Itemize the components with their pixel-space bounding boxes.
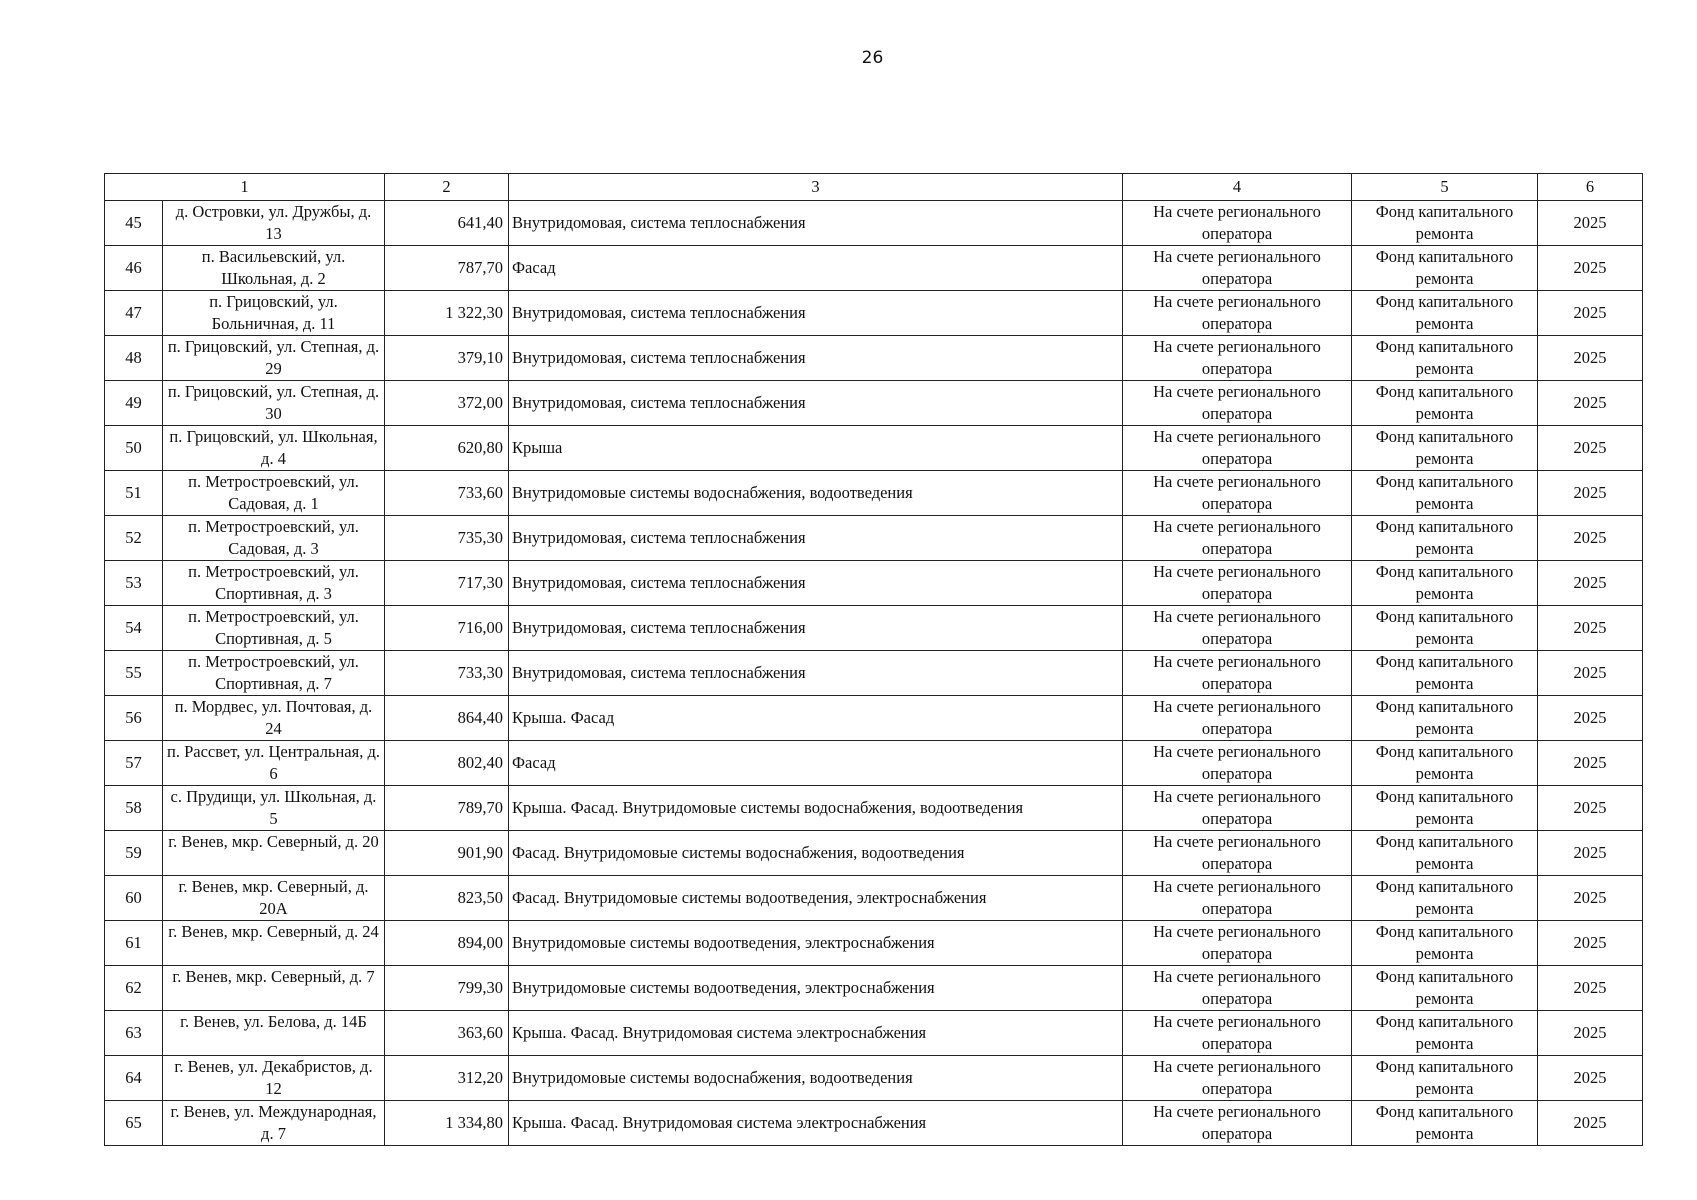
account-cell: На счете регионального оператора (1123, 876, 1352, 921)
page-number: 26 (861, 48, 884, 68)
works-cell: Внутридомовые системы водоотведения, электроснабжения (509, 921, 1123, 966)
works-cell: Внутридомовая, система теплоснабжения (509, 201, 1123, 246)
address-cell: г. Венев, ул. Декабристов, д. 12 (163, 1056, 385, 1101)
account-cell: На счете регионального оператора (1123, 336, 1352, 381)
address-cell: г. Венев, мкр. Северный, д. 7 (163, 966, 385, 1011)
table-row (105, 786, 1643, 831)
funding-source-cell: Фонд капитального ремонта (1352, 471, 1538, 516)
account-cell: На счете регионального оператора (1123, 1011, 1352, 1056)
row-number: 59 (105, 831, 163, 876)
account-cell: На счете регионального оператора (1123, 471, 1352, 516)
area-cell: 735,30 (385, 516, 509, 561)
funding-source-cell: Фонд капитального ремонта (1352, 606, 1538, 651)
account-cell: На счете регионального оператора (1123, 1101, 1352, 1146)
address-cell: п. Грицовский, ул. Больничная, д. 11 (163, 291, 385, 336)
works-cell: Внутридомовые системы водоотведения, электроснабжения (509, 966, 1123, 1011)
table-row (105, 426, 1643, 471)
address-cell: п. Метростроевский, ул. Спортивная, д. 7 (163, 651, 385, 696)
area-cell: 312,20 (385, 1056, 509, 1101)
area-cell: 372,00 (385, 381, 509, 426)
funding-source-cell: Фонд капитального ремонта (1352, 561, 1538, 606)
account-cell: На счете регионального оператора (1123, 426, 1352, 471)
year-cell: 2025 (1538, 1101, 1643, 1146)
year-cell: 2025 (1538, 516, 1643, 561)
works-cell: Фасад. Внутридомовые системы водоснабжения, водоотведения (509, 831, 1123, 876)
capital-repair-table (104, 173, 1643, 1146)
area-cell: 799,30 (385, 966, 509, 1011)
address-cell: г. Венев, мкр. Северный, д. 20 (163, 831, 385, 876)
area-cell: 733,60 (385, 471, 509, 516)
funding-source-cell: Фонд капитального ремонта (1352, 741, 1538, 786)
area-cell: 789,70 (385, 786, 509, 831)
row-number: 55 (105, 651, 163, 696)
row-number: 60 (105, 876, 163, 921)
area-cell: 787,70 (385, 246, 509, 291)
address-cell: п. Васильевский, ул. Школьная, д. 2 (163, 246, 385, 291)
funding-source-cell: Фонд капитального ремонта (1352, 786, 1538, 831)
year-cell: 2025 (1538, 471, 1643, 516)
row-number: 64 (105, 1056, 163, 1101)
funding-source-cell: Фонд капитального ремонта (1352, 876, 1538, 921)
funding-source-cell: Фонд капитального ремонта (1352, 426, 1538, 471)
funding-source-cell: Фонд капитального ремонта (1352, 966, 1538, 1011)
table-row (105, 201, 1643, 246)
year-cell: 2025 (1538, 786, 1643, 831)
account-cell: На счете регионального оператора (1123, 606, 1352, 651)
account-cell: На счете регионального оператора (1123, 291, 1352, 336)
funding-source-cell: Фонд капитального ремонта (1352, 381, 1538, 426)
year-cell: 2025 (1538, 696, 1643, 741)
table-row (105, 336, 1643, 381)
table-row (105, 831, 1643, 876)
works-cell: Фасад (509, 741, 1123, 786)
account-cell: На счете регионального оператора (1123, 786, 1352, 831)
funding-source-cell: Фонд капитального ремонта (1352, 651, 1538, 696)
area-cell: 620,80 (385, 426, 509, 471)
year-cell: 2025 (1538, 876, 1643, 921)
account-cell: На счете регионального оператора (1123, 921, 1352, 966)
funding-source-cell: Фонд капитального ремонта (1352, 1056, 1538, 1101)
table-row (105, 471, 1643, 516)
funding-source-cell: Фонд капитального ремонта (1352, 1101, 1538, 1146)
table-row (105, 1011, 1643, 1056)
year-cell: 2025 (1538, 381, 1643, 426)
area-cell: 717,30 (385, 561, 509, 606)
table-row (105, 561, 1643, 606)
address-cell: п. Метростроевский, ул. Спортивная, д. 3 (163, 561, 385, 606)
table-row (105, 651, 1643, 696)
row-number: 46 (105, 246, 163, 291)
works-cell: Внутридомовая, система теплоснабжения (509, 516, 1123, 561)
year-cell: 2025 (1538, 966, 1643, 1011)
works-cell: Внутридомовая, система теплоснабжения (509, 381, 1123, 426)
area-cell: 641,40 (385, 201, 509, 246)
account-cell: На счете регионального оператора (1123, 1056, 1352, 1101)
year-cell: 2025 (1538, 651, 1643, 696)
row-number: 56 (105, 696, 163, 741)
row-number: 45 (105, 201, 163, 246)
account-cell: На счете регионального оператора (1123, 696, 1352, 741)
table-row (105, 921, 1643, 966)
year-cell: 2025 (1538, 201, 1643, 246)
address-cell: п. Метростроевский, ул. Садовая, д. 1 (163, 471, 385, 516)
account-cell: На счете регионального оператора (1123, 201, 1352, 246)
area-cell: 379,10 (385, 336, 509, 381)
area-cell: 823,50 (385, 876, 509, 921)
table-row (105, 381, 1643, 426)
table-header-row (105, 174, 1643, 201)
works-cell: Фасад (509, 246, 1123, 291)
address-cell: г. Венев, ул. Международная, д. 7 (163, 1101, 385, 1146)
address-cell: п. Рассвет, ул. Центральная, д. 6 (163, 741, 385, 786)
year-cell: 2025 (1538, 1056, 1643, 1101)
address-cell: п. Метростроевский, ул. Садовая, д. 3 (163, 516, 385, 561)
account-cell: На счете регионального оператора (1123, 381, 1352, 426)
area-cell: 894,00 (385, 921, 509, 966)
address-cell: п. Грицовский, ул. Степная, д. 29 (163, 336, 385, 381)
address-cell: п. Мордвес, ул. Почтовая, д. 24 (163, 696, 385, 741)
account-cell: На счете регионального оператора (1123, 966, 1352, 1011)
row-number: 50 (105, 426, 163, 471)
table-row (105, 966, 1643, 1011)
area-cell: 1 322,30 (385, 291, 509, 336)
area-cell: 901,90 (385, 831, 509, 876)
area-cell: 864,40 (385, 696, 509, 741)
account-cell: На счете регионального оператора (1123, 741, 1352, 786)
address-cell: г. Венев, мкр. Северный, д. 24 (163, 921, 385, 966)
funding-source-cell: Фонд капитального ремонта (1352, 696, 1538, 741)
works-cell: Крыша. Фасад. Внутридомовая система электроснабжения (509, 1101, 1123, 1146)
row-number: 63 (105, 1011, 163, 1056)
works-cell: Внутридомовая, система теплоснабжения (509, 606, 1123, 651)
table-row (105, 1056, 1643, 1101)
row-number: 48 (105, 336, 163, 381)
account-cell: На счете регионального оператора (1123, 651, 1352, 696)
area-cell: 733,30 (385, 651, 509, 696)
row-number: 47 (105, 291, 163, 336)
works-cell: Внутридомовая, система теплоснабжения (509, 561, 1123, 606)
funding-source-cell: Фонд капитального ремонта (1352, 516, 1538, 561)
year-cell: 2025 (1538, 1011, 1643, 1056)
row-number: 49 (105, 381, 163, 426)
account-cell: На счете регионального оператора (1123, 561, 1352, 606)
row-number: 65 (105, 1101, 163, 1146)
account-cell: На счете регионального оператора (1123, 246, 1352, 291)
year-cell: 2025 (1538, 831, 1643, 876)
funding-source-cell: Фонд капитального ремонта (1352, 201, 1538, 246)
table-row (105, 741, 1643, 786)
address-cell: п. Метростроевский, ул. Спортивная, д. 5 (163, 606, 385, 651)
works-cell: Фасад. Внутридомовые системы водоотведения, электроснабжения (509, 876, 1123, 921)
row-number: 57 (105, 741, 163, 786)
row-number: 62 (105, 966, 163, 1011)
area-cell: 1 334,80 (385, 1101, 509, 1146)
funding-source-cell: Фонд капитального ремонта (1352, 246, 1538, 291)
row-number: 61 (105, 921, 163, 966)
row-number: 58 (105, 786, 163, 831)
account-cell: На счете регионального оператора (1123, 831, 1352, 876)
works-cell: Крыша. Фасад (509, 696, 1123, 741)
area-cell: 802,40 (385, 741, 509, 786)
address-cell: п. Грицовский, ул. Школьная, д. 4 (163, 426, 385, 471)
row-number: 52 (105, 516, 163, 561)
column-header: 6 (1538, 174, 1643, 201)
works-cell: Внутридомовые системы водоснабжения, водоотведения (509, 471, 1123, 516)
column-header: 1 (105, 174, 385, 201)
funding-source-cell: Фонд капитального ремонта (1352, 1011, 1538, 1056)
table-body (105, 201, 1643, 1146)
year-cell: 2025 (1538, 741, 1643, 786)
works-cell: Крыша (509, 426, 1123, 471)
table-row (105, 696, 1643, 741)
column-header: 4 (1123, 174, 1352, 201)
works-cell: Внутридомовые системы водоснабжения, водоотведения (509, 1056, 1123, 1101)
funding-source-cell: Фонд капитального ремонта (1352, 336, 1538, 381)
row-number: 53 (105, 561, 163, 606)
year-cell: 2025 (1538, 606, 1643, 651)
table-row (105, 246, 1643, 291)
address-cell: п. Грицовский, ул. Степная, д. 30 (163, 381, 385, 426)
account-cell: На счете регионального оператора (1123, 516, 1352, 561)
funding-source-cell: Фонд капитального ремонта (1352, 921, 1538, 966)
row-number: 54 (105, 606, 163, 651)
column-header: 2 (385, 174, 509, 201)
table-row (105, 606, 1643, 651)
address-cell: г. Венев, мкр. Северный, д. 20А (163, 876, 385, 921)
table-row (105, 516, 1643, 561)
works-cell: Крыша. Фасад. Внутридомовые системы водоснабжения, водоотведения (509, 786, 1123, 831)
year-cell: 2025 (1538, 921, 1643, 966)
year-cell: 2025 (1538, 561, 1643, 606)
column-header: 5 (1352, 174, 1538, 201)
works-cell: Внутридомовая, система теплоснабжения (509, 336, 1123, 381)
address-cell: г. Венев, ул. Белова, д. 14Б (163, 1011, 385, 1056)
area-cell: 363,60 (385, 1011, 509, 1056)
table-row (105, 876, 1643, 921)
area-cell: 716,00 (385, 606, 509, 651)
row-number: 51 (105, 471, 163, 516)
year-cell: 2025 (1538, 246, 1643, 291)
funding-source-cell: Фонд капитального ремонта (1352, 291, 1538, 336)
column-header: 3 (509, 174, 1123, 201)
works-cell: Внутридомовая, система теплоснабжения (509, 291, 1123, 336)
year-cell: 2025 (1538, 336, 1643, 381)
works-cell: Крыша. Фасад. Внутридомовая система электроснабжения (509, 1011, 1123, 1056)
address-cell: д. Островки, ул. Дружбы, д. 13 (163, 201, 385, 246)
table-row (105, 1101, 1643, 1146)
table-row (105, 291, 1643, 336)
funding-source-cell: Фонд капитального ремонта (1352, 831, 1538, 876)
year-cell: 2025 (1538, 426, 1643, 471)
year-cell: 2025 (1538, 291, 1643, 336)
works-cell: Внутридомовая, система теплоснабжения (509, 651, 1123, 696)
address-cell: с. Прудищи, ул. Школьная, д. 5 (163, 786, 385, 831)
